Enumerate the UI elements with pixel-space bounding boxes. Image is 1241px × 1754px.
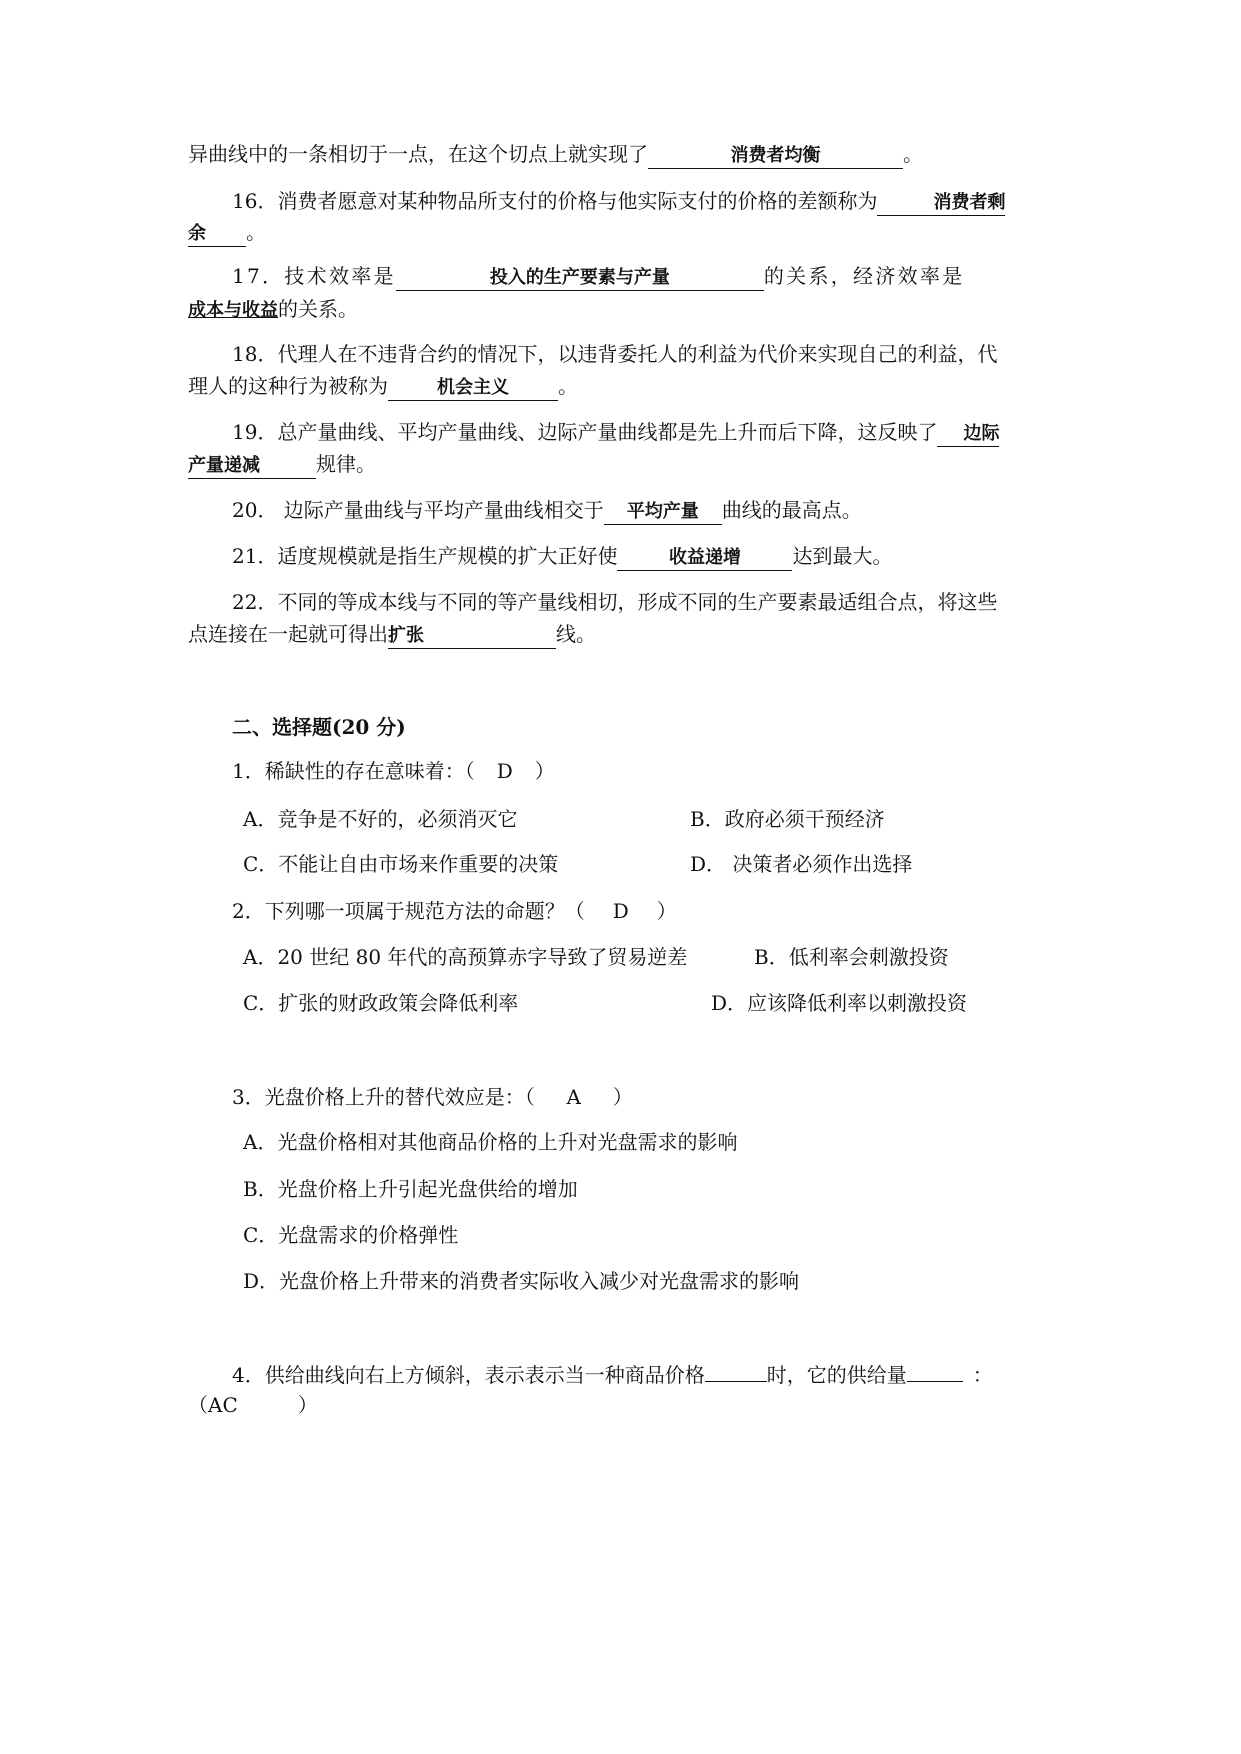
choice-q3-option-d: D．光盘价格上升带来的消费者实际收入减少对光盘需求的影响	[243, 1269, 800, 1293]
q15-answer: 消费者均衡	[648, 144, 903, 169]
choice-q1-stem-text: 1．稀缺性的存在意味着：（	[232, 759, 475, 783]
choice-q4-stem: 4．供给曲线向右上方倾斜，表示表示当一种商品价格	[232, 1363, 705, 1387]
choice-q2-close: ）	[656, 899, 677, 923]
section-heading: 二、选择题(20 分)	[232, 715, 406, 739]
q17-text: 17．技术效率是	[232, 264, 396, 288]
q22-text2: 点连接在一起就可得出	[188, 622, 388, 646]
q19-answer2: 产量递减	[188, 454, 316, 479]
q18-text2: 理人的这种行为被称为	[188, 374, 388, 398]
q18-answer: 机会主义	[388, 376, 558, 401]
q21-line	[232, 542, 1102, 571]
q17-answer2: 成本与收益	[188, 300, 278, 321]
q20-line	[232, 496, 1102, 525]
q16-text: 16．消费者愿意对某种物品所支付的价格与他实际支付的价格的差额称为	[232, 189, 878, 213]
choice-q2-stem	[232, 897, 1102, 925]
choice-q2-answer: D	[612, 899, 629, 923]
q21-end: 达到最大。	[792, 544, 893, 568]
q16-answer2: 余	[188, 222, 246, 247]
q18-text1: 18．代理人在不违背合约的情况下，以违背委托人的利益为代价来实现自己的利益，代	[232, 342, 998, 366]
choice-q1-stem	[232, 757, 1102, 785]
q18-line2	[188, 372, 1058, 401]
choice-q4-blank2	[907, 1359, 963, 1382]
q19-answer1: 边际	[937, 422, 999, 447]
choice-q3-option-a: A．光盘价格相对其他商品价格的上升对光盘需求的影响	[243, 1130, 738, 1154]
choice-q2-options-row1	[243, 943, 1113, 971]
choice-q2-stem-text: 2．下列哪一项属于规范方法的命题？（	[232, 899, 585, 923]
q15-line	[188, 140, 1058, 169]
choice-q3-option-b: B．光盘价格上升引起光盘供给的增加	[243, 1177, 578, 1201]
q17-end: 的关系。	[278, 297, 358, 321]
choice-q1-option-d: D． 决策者必须作出选择	[690, 852, 913, 876]
choice-q3-option-c: C．光盘需求的价格弹性	[243, 1223, 459, 1247]
q16-line1	[232, 187, 1102, 216]
q20-text: 20． 边际产量曲线与平均产量曲线相交于	[232, 498, 604, 522]
q17-line2	[188, 295, 1058, 325]
q21-text: 21．适度规模就是指生产规模的扩大正好使	[232, 544, 618, 568]
q21-answer: 收益递增	[617, 546, 792, 571]
choice-q1-options-row2	[243, 850, 1113, 878]
choice-q3-stem-text: 3．光盘价格上升的替代效应是：（	[232, 1085, 535, 1109]
q19-end: 规律。	[316, 452, 376, 476]
choice-q4-mid: 时，它的供给量	[766, 1363, 907, 1387]
q18-line1	[232, 340, 1102, 368]
q16-line2	[188, 218, 1058, 247]
q19-text: 19．总产量曲线、平均产量曲线、边际产量曲线都是先上升而后下降，这反映了	[232, 420, 938, 444]
q17-line1	[232, 262, 1102, 291]
q22-answer: 扩张	[388, 624, 556, 649]
choice-q1-option-b: B．政府必须干预经济	[690, 807, 885, 831]
choice-q4-line2	[188, 1391, 1058, 1419]
choice-q2-options-row2	[243, 989, 1113, 1017]
q22-line1	[232, 588, 1102, 616]
q17-answer1: 投入的生产要素与产量	[396, 266, 764, 291]
choice-q4-close: ）	[297, 1393, 318, 1417]
choice-q3-close: ）	[612, 1085, 633, 1109]
choice-q3-stem	[232, 1083, 1102, 1111]
q18-end: 。	[558, 374, 578, 398]
q17-mid: 的关系，经济效率是	[763, 264, 965, 288]
q16-end: 。	[246, 220, 266, 244]
choice-q2-option-c: C．扩张的财政政策会降低利率	[243, 991, 519, 1015]
choice-q1-answer: D	[496, 759, 513, 783]
q15-end: 。	[903, 142, 923, 166]
q19-line2	[188, 450, 1058, 479]
choice-q2-option-d: D．应该降低利率以刺激投资	[711, 991, 968, 1015]
choice-q2-option-b: B．低利率会刺激投资	[754, 945, 949, 969]
choice-q4-blank1	[705, 1359, 767, 1382]
choice-q4-line1	[232, 1359, 1102, 1389]
q22-text1: 22．不同的等成本线与不同的等产量线相切，形成不同的生产要素最适组合点，将这些	[232, 590, 998, 614]
q19-line1	[232, 418, 1102, 447]
q20-end: 曲线的最高点。	[721, 498, 862, 522]
q22-end: 线。	[556, 622, 596, 646]
choice-q1-close: ）	[534, 759, 555, 783]
q15-text: 异曲线中的一条相切于一点，在这个切点上就实现了	[188, 142, 648, 166]
choice-q4-answer: （AC	[188, 1393, 238, 1417]
choice-q2-option-a: A．20 世纪 80 年代的高预算赤字导致了贸易逆差	[243, 945, 688, 969]
choice-q1-option-c: C．不能让自由市场来作重要的决策	[243, 852, 559, 876]
choice-q3-answer: A	[566, 1085, 581, 1109]
q16-answer1: 消费者剩	[877, 191, 1005, 216]
q22-line2	[188, 620, 1058, 649]
choice-q4-end: ：	[972, 1363, 993, 1387]
choice-q1-options-row1	[243, 805, 1113, 833]
q20-answer: 平均产量	[604, 500, 722, 525]
choice-q1-option-a: A．竞争是不好的，必须消灭它	[243, 807, 518, 831]
